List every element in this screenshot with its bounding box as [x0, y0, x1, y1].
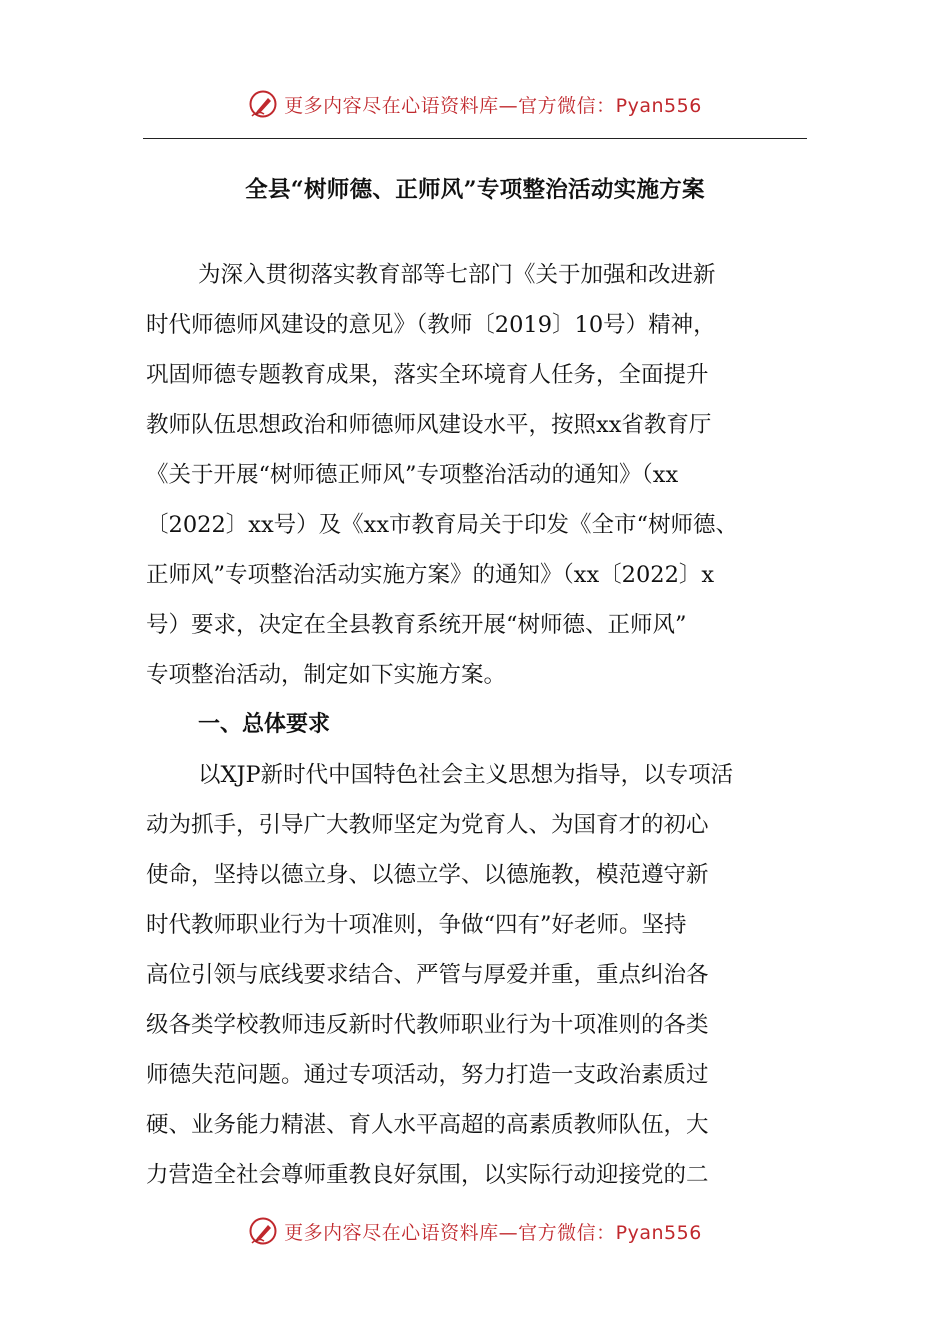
paragraph-line: 巩固师德专题教育成果，落实全环境育人任务，全面提升 [146, 362, 709, 388]
paragraph-line: 《关于开展“树师德正师风”专项整治活动的通知》（xx [146, 462, 679, 488]
section-heading: 一、总体要求 [198, 712, 331, 737]
document-title: 全县“树师德、正师风”专项整治活动实施方案 [245, 177, 705, 203]
document-body [146, 250, 810, 1200]
paragraph-line: 力营造全社会尊师重教良好氛围，以实际行动迎接党的二 [146, 1162, 709, 1188]
footer-watermark [0, 1211, 950, 1251]
paragraph-line: 级各类学校教师违反新时代教师职业行为十项准则的各类 [146, 1012, 709, 1038]
header-divider [143, 138, 807, 139]
paragraph-line: 高位引领与底线要求结合、严管与厚爱并重，重点纠治各 [146, 962, 709, 988]
paragraph-line: 硬、业务能力精湛、育人水平高超的高素质教师队伍，大 [146, 1112, 709, 1138]
header-watermark [0, 84, 950, 124]
paragraph-line: 正师风”专项整治活动实施方案》的通知》（xx〔2022〕x [146, 562, 715, 588]
paragraph-line: 动为抓手，引导广大教师坚定为党育人、为国育才的初心 [146, 812, 709, 838]
paragraph-line: 〔2022〕xx号）及《xx市教育局关于印发《全市“树师德、 [146, 512, 739, 538]
footer-watermark-text: 更多内容尽在心语资料库—官方微信：Pyan556 [284, 1221, 702, 1244]
pen-logo-icon [248, 89, 278, 119]
paragraph-line: 教师队伍思想政治和师德师风建设水平，按照xx省教育厅 [146, 412, 712, 438]
paragraph-line: 使命，坚持以德立身、以德立学、以德施教，模范遵守新 [146, 862, 709, 888]
paragraph-line: 为深入贯彻落实教育部等七部门《关于加强和改进新 [198, 262, 716, 288]
paragraph-line: 以XJP新时代中国特色社会主义思想为指导，以专项活 [198, 762, 734, 788]
paragraph-line: 专项整治活动，制定如下实施方案。 [146, 662, 507, 688]
paragraph-line: 号）要求，决定在全县教育系统开展“树师德、正师风” [146, 612, 687, 638]
header-watermark-text: 更多内容尽在心语资料库—官方微信：Pyan556 [284, 94, 702, 117]
paragraph-line: 师德失范问题。通过专项活动，努力打造一支政治素质过 [146, 1062, 709, 1088]
pen-logo-icon [248, 1216, 278, 1246]
paragraph-line: 时代教师职业行为十项准则，争做“四有”好老师。坚持 [146, 912, 687, 938]
paragraph-line: 时代师德师风建设的意见》（教师〔2019〕10号）精神， [146, 312, 716, 338]
